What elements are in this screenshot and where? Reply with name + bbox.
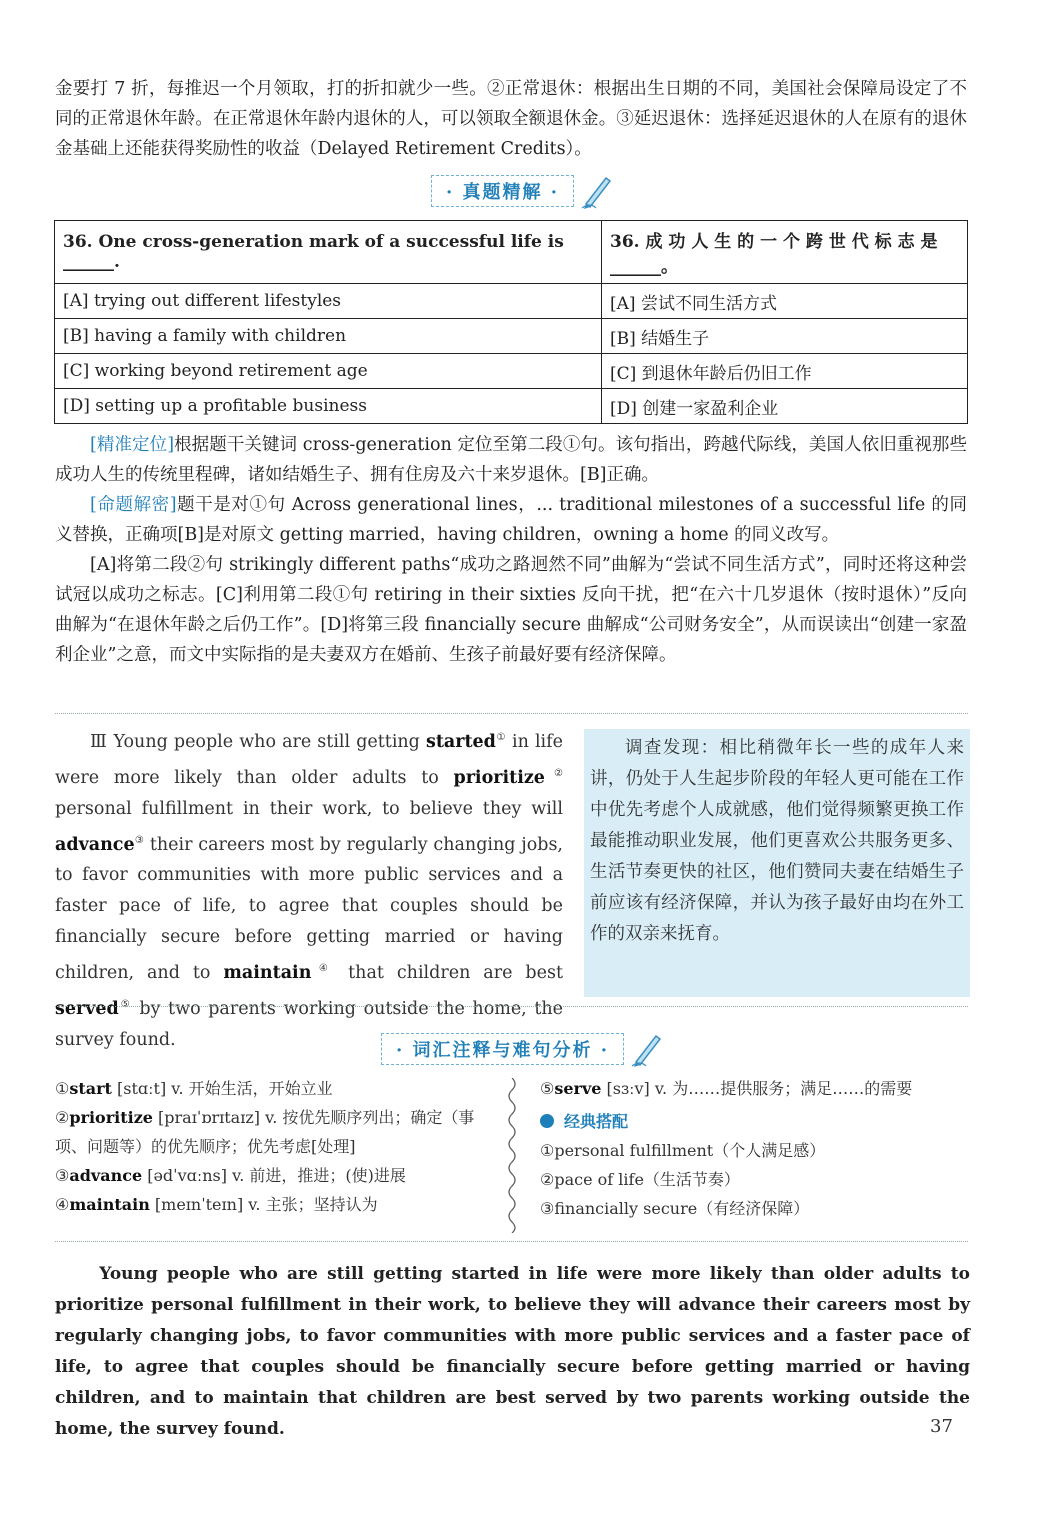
option-en: [A] trying out different lifestyles [55,284,602,319]
paragraph-number: Ⅲ [90,731,108,752]
vocab-collocations [540,1074,970,1223]
option-en: [D] setting up a profitable business [55,389,602,424]
option-row [55,354,968,389]
passage-text: by two parents working outside the home, the survey found. [55,999,563,1051]
vocab-definition: v. 主张；坚持认为 [248,1195,378,1214]
vocab-word: advance [69,1166,143,1185]
page-number: 37 [930,1416,953,1437]
vocab-item [55,1190,495,1219]
vocab-definition: v. 前进，推进；(使)进展 [232,1166,406,1185]
passage-text: in life were more likely than older adults to [55,731,563,788]
analysis-distractors: [A]将第二段②句 strikingly different paths“成功之路迥然不同”曲解为“尝试不同生活方式”，同时还将这种尝试冠以成功之标志。[C]利用第二段①句 retiring in their sixties 反向干扰，把“在六十几岁退休（按时退休）”反向曲解为“在退休年龄之后仍工作”。[D]将第三段 financially secure 曲解成“公司财务安全”，从而误读出“创建一家盈利企业”之意，而文中实际指的是夫妻双方在婚前、生孩子前最好要有经济保障。 [55,555,967,665]
divider [55,1006,968,1007]
option-row [55,319,968,354]
vocab-word: served [55,999,119,1020]
passage-text: that children are best [335,963,563,984]
vocab-list [55,1074,495,1219]
vocab-phonetic: [ədˈvɑːns] [142,1166,233,1185]
vocab-word: prioritize [453,767,545,788]
vocab-number: ② [55,1108,70,1127]
section-title: · 真题精解 · [431,175,574,207]
passage-text: their careers most by regularly changing jobs, to favor communities with more public services and a faster pace of life, to agree that couples should be financially secure before getting married or having children, and to [55,834,563,984]
vocab-number: ③ [55,1166,70,1185]
vocab-phonetic: [stɑːt] [111,1079,172,1098]
hard-sentence: Young people who are still getting started in life were more likely than older adults to prioritize personal fulfillment in their work, to believe they will advance their careers most by regularly changing jobs, to favor communities with more public services and a faster pace of life, to agree that couples should be financially secure before getting married or having children, and to maintain that children are best served by two parents working outside the home, the survey found. [55,1264,970,1439]
option-row [55,284,968,319]
vocab-word: maintain [223,963,312,984]
analysis-tag: [精准定位] [90,435,175,455]
option-zh: [C] 到退休年龄后仍旧工作 [602,354,968,389]
question-stem-row [55,221,968,284]
vocab-definition: v. 按优先顺序列出；确定（事项、问题等）的优先顺序；优先考虑[处理] [55,1108,475,1156]
vocab-word: serve [554,1079,602,1098]
vocab-item [55,1161,495,1190]
classic-heading [540,1107,970,1136]
note-marker: ⑤ [118,999,132,1011]
vocab-definition: v. 开始生活，开始立业 [171,1079,333,1098]
note-marker: ① [495,732,506,743]
option-en: [B] having a family with children [55,319,602,354]
vocab-word: advance [55,834,135,855]
section-heading-vocab [0,1030,1045,1068]
vocab-number: ④ [55,1195,70,1214]
classic-title: 经典搭配 [564,1112,629,1131]
collocation-item: ③financially secure（有经济保障） [540,1199,810,1218]
vocab-phonetic: [praɪˈɒrɪtaɪz] [152,1108,266,1127]
analysis-decode [55,490,967,550]
vocab-item [55,1103,495,1161]
wavy-divider [506,1078,518,1233]
section-heading-answers [0,172,1045,210]
question-table [54,220,968,424]
note-marker: ④ [311,963,336,975]
translation-text: 调查发现：相比稍微年长一些的成年人来讲，仍处于人生起步阶段的年轻人更可能在工作中优先考虑个人成就感，他们觉得频繁更换工作最能推动职业发展，他们更喜欢公共服务更多、生活节奏更快的社区，他们赞同夫妻在结婚生子前应该有经济保障，并认为孩子最好由均在外工作的双亲来抚育。 [590,738,964,944]
option-zh: [A] 尝试不同生活方式 [602,284,968,319]
question-stem-zh: 36. 成 功 人 生 的 一 个 跨 世 代 标 志 是______。 [602,221,968,284]
pen-icon [630,1030,664,1068]
note-marker: ② [544,767,564,779]
analysis-text: 题干是对①句 Across generational lines，... traditional milestones of a successful life 的同义替换，正确项[B]是对原文 getting married，having children，owning a home 的同义改写。 [55,495,967,545]
analysis-text: 根据题干关键词 cross-generation 定位至第二段①句。该句指出，跨越代际线，美国人依旧重视那些成功人生的传统里程碑，诸如结婚生子、拥有住房及六十来岁退休。[B]正确。 [55,435,967,485]
vocab-phonetic: [meɪnˈteɪn] [149,1195,249,1214]
note-marker: ③ [134,834,145,846]
analysis-locate [55,430,967,490]
intro-paragraph: 金要打 7 折，每推迟一个月领取，打的折扣就少一些。②正常退休：根据出生日期的不同，美国社会保障局设定了不同的正常退休年龄。在正常退休年龄内退休的人，可以领取全额退休金。③延迟退休：选择延迟退休的人在原有的退休金基础上还能获得奖励性的收益（Delayed Retirement Credits）。 [55,79,967,159]
pen-icon [580,172,614,210]
option-zh: [D] 创建一家盈利企业 [602,389,968,424]
vocab-definition: v. 为……提供服务；满足……的需要 [654,1079,913,1098]
vocab-word: maintain [69,1195,150,1214]
option-en: [C] working beyond retirement age [55,354,602,389]
collocation-item: ①personal fulfillment（个人满足感） [540,1141,826,1160]
option-zh: [B] 结婚生子 [602,319,968,354]
collocation-item: ②pace of life（生活节奏） [540,1170,740,1189]
vocab-item [55,1074,495,1103]
vocab-number: ⑤ [540,1079,555,1098]
vocab-word: start [69,1079,112,1098]
vocab-number: ① [55,1079,70,1098]
bullet-icon [540,1114,554,1128]
option-row [55,389,968,424]
section-title: · 词汇注释与难句分析 · [381,1033,624,1065]
vocab-word: prioritize [69,1108,153,1127]
divider [55,1241,968,1242]
question-stem-en: 36. One cross-generation mark of a successful life is ______. [55,221,602,284]
passage-translation [584,729,970,997]
vocab-item [540,1074,970,1103]
passage-text: personal fulfillment in their work, to believe they will [55,798,563,819]
divider [55,713,968,714]
analysis-tag: [命题解密] [90,495,177,515]
vocab-phonetic: [sɜːv] [601,1079,655,1098]
passage-text: Young people who are still getting [107,731,426,752]
vocab-word: started [425,731,496,752]
